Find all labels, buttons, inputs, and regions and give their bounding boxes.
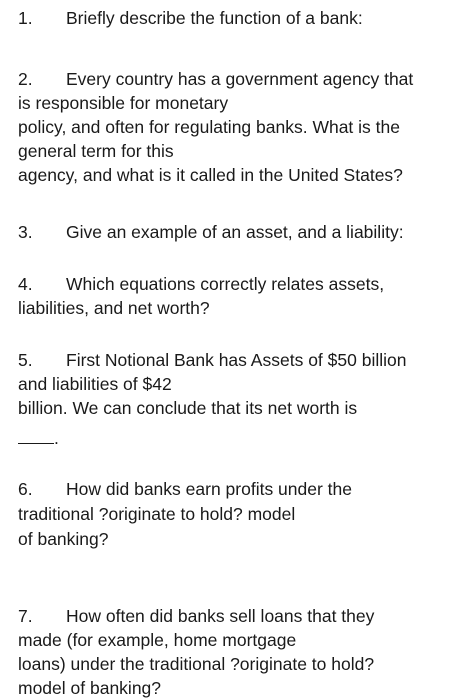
question-6	[18, 477, 456, 551]
question-line	[18, 67, 456, 91]
question-line	[18, 272, 456, 296]
question-text: of banking?	[18, 529, 109, 549]
question-7	[18, 604, 456, 700]
question-number: 5.	[18, 350, 33, 370]
answer-blank	[18, 429, 54, 444]
question-text: loans) under the traditional ?originate to hold?	[18, 654, 375, 674]
question-text: How often did banks sell loans that they	[66, 606, 375, 626]
question-number: 1.	[18, 8, 33, 28]
question-text: policy, and often for regulating banks. What is the	[18, 117, 400, 137]
question-text: traditional ?originate to hold? model	[18, 504, 296, 524]
question-line	[18, 6, 456, 30]
question-number: 6.	[18, 479, 33, 499]
question-5	[18, 348, 456, 450]
question-number: 2.	[18, 69, 33, 89]
answer-blank-line	[18, 426, 456, 450]
question-2	[18, 67, 456, 187]
question-number: 3.	[18, 222, 33, 242]
question-text: agency, and what is it called in the United States?	[18, 165, 403, 185]
question-line	[18, 220, 456, 244]
question-text: First Notional Bank has Assets of $50 billion	[66, 350, 407, 370]
question-text: and liabilities of $42	[18, 374, 172, 394]
question-4	[18, 272, 456, 320]
question-text: Which equations correctly relates assets,	[66, 274, 385, 294]
question-line	[18, 604, 456, 628]
question-line	[18, 348, 456, 372]
question-text: How did banks earn profits under the	[66, 479, 352, 499]
question-number: 4.	[18, 274, 33, 294]
question-text: model of banking?	[18, 678, 162, 698]
question-text: billion. We can conclude that its net worth is	[18, 398, 358, 418]
question-1	[18, 6, 456, 30]
question-number: 7.	[18, 606, 33, 626]
question-text: liabilities, and net worth?	[18, 298, 210, 318]
question-text: Give an example of an asset, and a liability:	[66, 222, 404, 242]
question-text: made (for example, home mortgage	[18, 630, 297, 650]
answer-blank-suffix: .	[54, 428, 59, 448]
question-text: Every country has a government agency that	[66, 69, 414, 89]
question-line	[18, 477, 456, 501]
question-text: general term for this	[18, 141, 174, 161]
question-text: is responsible for monetary	[18, 93, 229, 113]
question-3	[18, 220, 456, 244]
question-text: Briefly describe the function of a bank:	[66, 8, 363, 28]
